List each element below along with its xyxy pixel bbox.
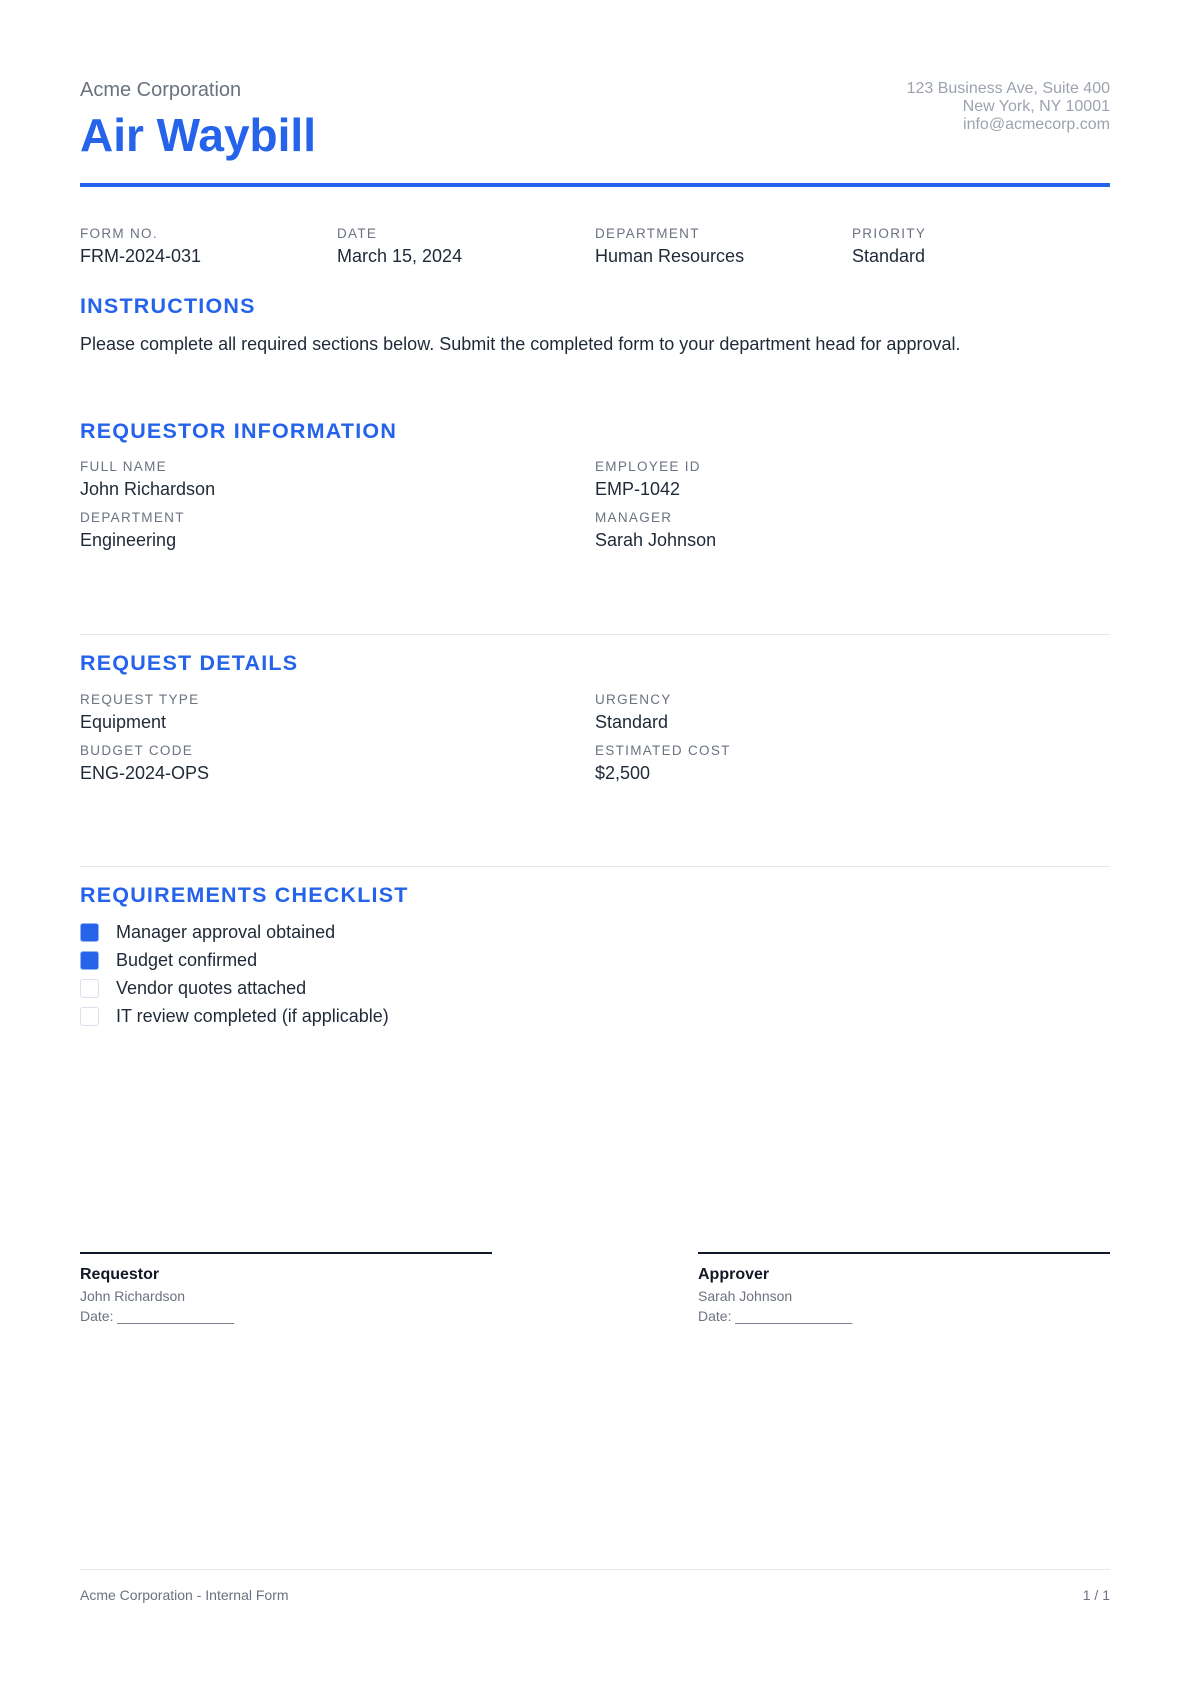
field-label: EMPLOYEE ID xyxy=(595,459,701,474)
field-manager xyxy=(595,510,716,551)
checklist-label: Vendor quotes attached xyxy=(116,977,307,998)
field-department xyxy=(80,510,185,551)
field-label: FULL NAME xyxy=(80,459,167,474)
checklist-item[interactable] xyxy=(80,920,335,944)
signature-line xyxy=(80,1252,492,1254)
field-value: FRM-2024-031 xyxy=(80,246,202,266)
signature-name: John Richardson xyxy=(80,1288,186,1304)
request-heading: REQUEST DETAILS xyxy=(80,651,299,675)
field-value: EMP-1042 xyxy=(595,479,681,499)
checkbox-checked[interactable] xyxy=(80,923,99,942)
field-label: REQUEST TYPE xyxy=(80,692,200,707)
company-address xyxy=(907,80,1110,134)
email: info@acmecorp.com xyxy=(963,116,1110,133)
field-value: March 15, 2024 xyxy=(337,246,463,266)
field-estimated-cost xyxy=(595,743,731,784)
meta-date xyxy=(337,226,462,267)
meta-priority xyxy=(852,226,926,267)
header-rule xyxy=(80,183,1110,187)
signature-role: Approver xyxy=(698,1266,770,1283)
field-value: Equipment xyxy=(80,712,167,732)
checklist-label: IT review completed (if applicable) xyxy=(116,1005,389,1026)
page-number: 1 / 1 xyxy=(1082,1587,1110,1603)
field-value: Sarah Johnson xyxy=(595,530,717,550)
signature-date: Date: _______________ xyxy=(80,1308,235,1324)
meta-department xyxy=(595,226,744,267)
field-value: ENG-2024-OPS xyxy=(80,763,210,783)
signature-line xyxy=(698,1252,1110,1254)
field-label: MANAGER xyxy=(595,510,673,525)
field-urgency xyxy=(595,692,672,733)
signature-approver xyxy=(698,1248,1110,1324)
instructions-text: Please complete all required sections below. Submit the completed form to your department head for approval. xyxy=(80,334,961,354)
footer-text: Acme Corporation - Internal Form xyxy=(80,1587,289,1603)
field-value: Engineering xyxy=(80,530,177,550)
field-label: URGENCY xyxy=(595,692,672,707)
checklist-label: Budget confirmed xyxy=(116,949,258,970)
company-name: Acme Corporation xyxy=(80,79,242,101)
checklist-label: Manager approval obtained xyxy=(116,921,336,942)
field-value: Standard xyxy=(595,712,669,732)
field-request-type xyxy=(80,692,199,733)
field-label: FORM NO. xyxy=(80,226,158,241)
instructions-heading: INSTRUCTIONS xyxy=(80,294,256,318)
checkbox-unchecked[interactable] xyxy=(80,979,99,998)
document-title: Air Waybill xyxy=(80,109,316,161)
checklist-item[interactable] xyxy=(80,976,306,1000)
meta-form-no xyxy=(80,226,201,267)
field-label: PRIORITY xyxy=(852,226,927,241)
address-line: New York, NY 10001 xyxy=(962,98,1110,115)
field-value: Standard xyxy=(852,246,926,266)
signature-name: Sarah Johnson xyxy=(698,1288,793,1304)
field-budget-code xyxy=(80,743,209,784)
field-full-name xyxy=(80,459,215,500)
requestor-heading: REQUESTOR INFORMATION xyxy=(80,419,398,443)
field-label: DEPARTMENT xyxy=(80,510,185,525)
checkbox-unchecked[interactable] xyxy=(80,1007,99,1026)
field-value: $2,500 xyxy=(595,763,651,783)
checklist-heading: REQUIREMENTS CHECKLIST xyxy=(80,883,409,907)
field-label: DATE xyxy=(337,226,378,241)
checkbox-checked[interactable] xyxy=(80,951,99,970)
checklist-item[interactable] xyxy=(80,948,257,972)
signature-requestor xyxy=(80,1248,492,1324)
address-line: 123 Business Ave, Suite 400 xyxy=(906,80,1110,97)
checklist-item[interactable] xyxy=(80,1004,389,1028)
section-divider xyxy=(80,634,1110,635)
field-value: John Richardson xyxy=(80,479,216,499)
field-employee-id xyxy=(595,459,701,500)
field-label: DEPARTMENT xyxy=(595,226,700,241)
field-label: ESTIMATED COST xyxy=(595,743,731,758)
field-value: Human Resources xyxy=(595,246,745,266)
field-label: BUDGET CODE xyxy=(80,743,194,758)
footer-divider xyxy=(80,1569,1110,1570)
signature-role: Requestor xyxy=(80,1266,160,1283)
signature-date: Date: _______________ xyxy=(698,1308,853,1324)
section-divider xyxy=(80,866,1110,867)
